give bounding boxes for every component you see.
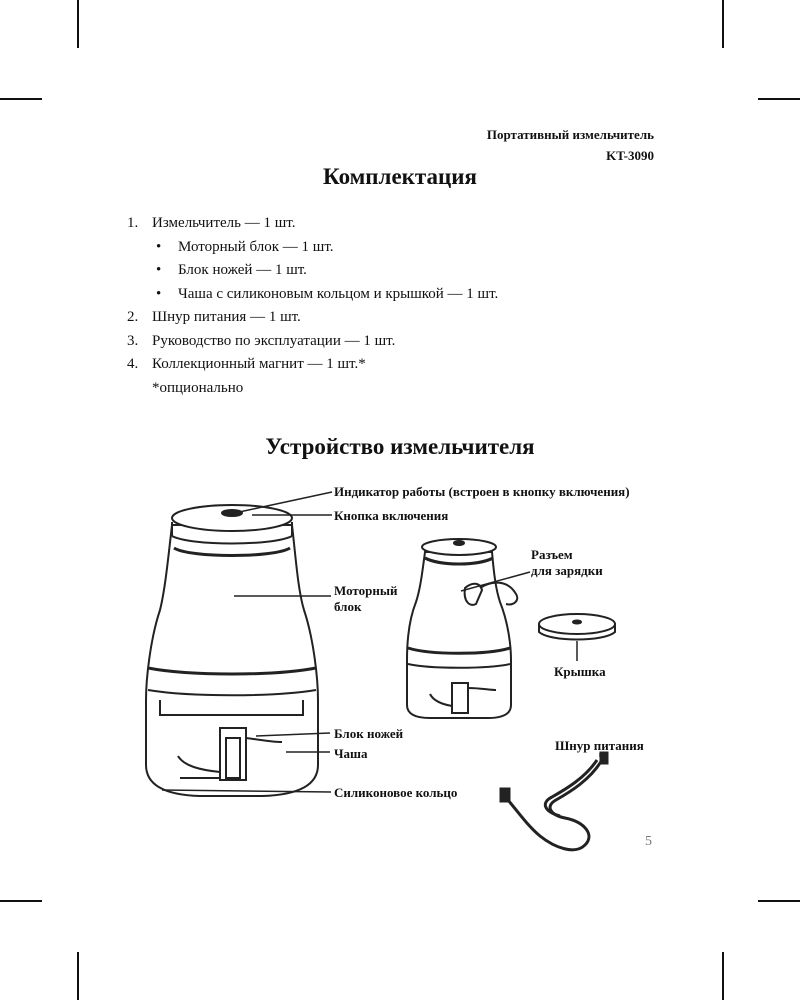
small-chopper-illustration bbox=[407, 539, 517, 718]
optional-note: *опционально bbox=[152, 379, 244, 396]
contents-title: Комплектация bbox=[323, 164, 477, 189]
list-item: 1. Измельчитель — 1 шт. bbox=[127, 215, 296, 231]
label-charging-port: Разъем для зарядки bbox=[531, 547, 603, 578]
page-number: 5 bbox=[645, 834, 652, 849]
list-subitem: • Чаша с силиконовым кольцом и крышкой — 1 шт. bbox=[156, 285, 499, 302]
list-subitem: • Моторный блок — 1 шт. bbox=[156, 238, 334, 255]
label-lid: Крышка bbox=[554, 664, 606, 679]
header-product-name: Портативный измельчитель bbox=[486, 127, 654, 142]
power-cord-illustration bbox=[500, 752, 608, 850]
label-motor-block: Моторный блок bbox=[334, 583, 398, 614]
list-item: 2. Шнур питания — 1 шт. bbox=[127, 309, 301, 325]
label-indicator: Индикатор работы (встроен в кнопку включения) bbox=[334, 484, 630, 499]
list-item: 3. Руководство по эксплуатации — 1 шт. bbox=[127, 332, 396, 349]
lid-illustration bbox=[539, 614, 615, 640]
label-blade-block: Блок ножей bbox=[334, 726, 404, 741]
device-title: Устройство измельчителя bbox=[265, 434, 535, 459]
label-silicone-ring: Силиконовое кольцо bbox=[334, 785, 458, 800]
list-item: 4. Коллекционный магнит — 1 шт.* bbox=[127, 356, 366, 372]
list-subitem: • Блок ножей — 1 шт. bbox=[156, 262, 307, 278]
label-bowl: Чаша bbox=[334, 746, 368, 761]
label-power-cord: Шнур питания bbox=[555, 738, 644, 753]
label-power-button: Кнопка включения bbox=[334, 508, 449, 523]
header-model: KT-3090 bbox=[606, 148, 654, 163]
